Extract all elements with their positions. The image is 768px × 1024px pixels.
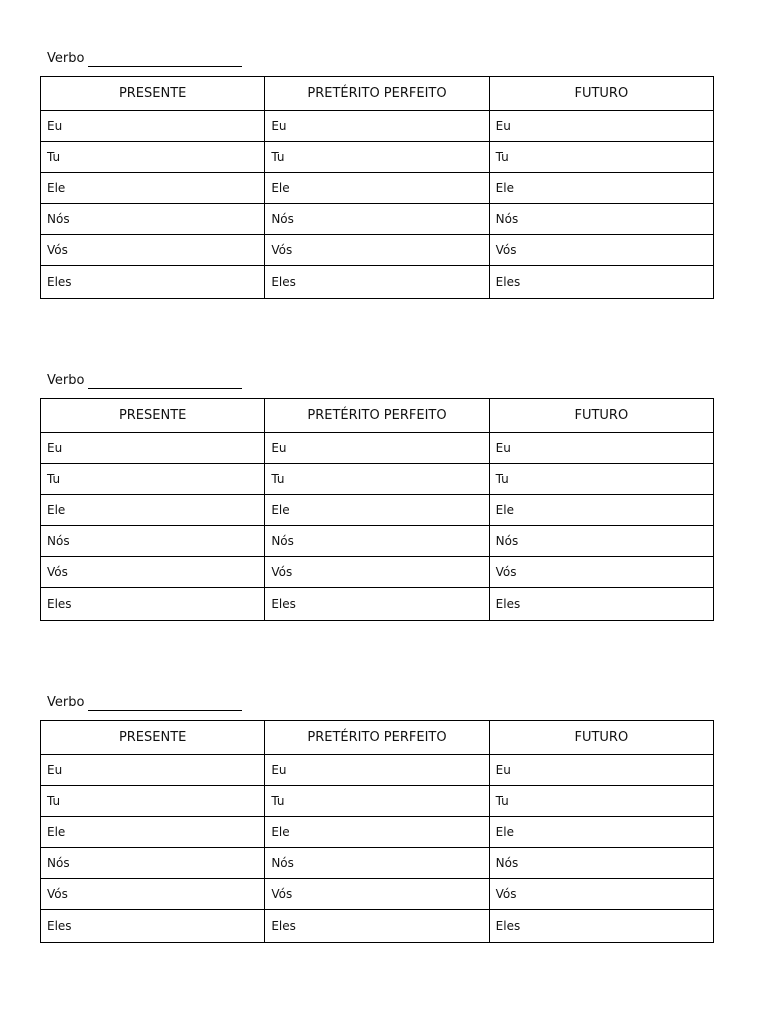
- column-header: PRETÉRITO PERFEITO: [265, 77, 489, 111]
- pronoun-cell[interactable]: Tu: [265, 142, 489, 173]
- pronoun-cell[interactable]: Nós: [265, 204, 489, 235]
- conjugation-table: [40, 398, 714, 621]
- header-row: [41, 721, 714, 755]
- pronoun-cell[interactable]: Tu: [265, 464, 489, 495]
- table-row: [41, 910, 714, 943]
- conjugation-table: [40, 720, 714, 943]
- verb-line: [47, 689, 242, 711]
- pronoun-cell[interactable]: Eles: [489, 588, 713, 621]
- pronoun-cell[interactable]: Ele: [489, 173, 713, 204]
- table-row: [41, 204, 714, 235]
- pronoun-cell[interactable]: Nós: [489, 204, 713, 235]
- pronoun-cell[interactable]: Eu: [41, 755, 265, 786]
- pronoun-cell[interactable]: Tu: [41, 464, 265, 495]
- table-row: [41, 588, 714, 621]
- pronoun-cell[interactable]: Vós: [41, 557, 265, 588]
- pronoun-cell[interactable]: Ele: [265, 173, 489, 204]
- column-header: FUTURO: [489, 721, 713, 755]
- table-row: [41, 848, 714, 879]
- table-row: [41, 755, 714, 786]
- table-row: [41, 817, 714, 848]
- pronoun-cell[interactable]: Eles: [41, 910, 265, 943]
- pronoun-cell[interactable]: Vós: [265, 557, 489, 588]
- pronoun-cell[interactable]: Nós: [265, 526, 489, 557]
- table-row: [41, 266, 714, 299]
- pronoun-cell[interactable]: Vós: [265, 879, 489, 910]
- table-row: [41, 526, 714, 557]
- table-row: [41, 142, 714, 173]
- pronoun-cell[interactable]: Ele: [489, 495, 713, 526]
- pronoun-cell[interactable]: Nós: [265, 848, 489, 879]
- pronoun-cell[interactable]: Vós: [489, 557, 713, 588]
- pronoun-cell[interactable]: Eles: [265, 266, 489, 299]
- pronoun-cell[interactable]: Tu: [489, 464, 713, 495]
- pronoun-cell[interactable]: Eles: [489, 910, 713, 943]
- verb-label: Verbo: [47, 51, 85, 66]
- pronoun-cell[interactable]: Eles: [265, 910, 489, 943]
- pronoun-cell[interactable]: Nós: [489, 526, 713, 557]
- pronoun-cell[interactable]: Eu: [265, 755, 489, 786]
- pronoun-cell[interactable]: Ele: [41, 817, 265, 848]
- pronoun-cell[interactable]: Vós: [41, 879, 265, 910]
- table-row: [41, 495, 714, 526]
- pronoun-cell[interactable]: Tu: [41, 142, 265, 173]
- table-row: [41, 879, 714, 910]
- pronoun-cell[interactable]: Eu: [265, 111, 489, 142]
- header-row: [41, 77, 714, 111]
- pronoun-cell[interactable]: Nós: [41, 848, 265, 879]
- pronoun-cell[interactable]: Tu: [489, 786, 713, 817]
- pronoun-cell[interactable]: Eu: [265, 433, 489, 464]
- column-header: PRETÉRITO PERFEITO: [265, 399, 489, 433]
- verb-blank-field[interactable]: [88, 696, 242, 711]
- pronoun-cell[interactable]: Eles: [489, 266, 713, 299]
- pronoun-cell[interactable]: Tu: [489, 142, 713, 173]
- pronoun-cell[interactable]: Eu: [489, 433, 713, 464]
- verb-blank-field[interactable]: [88, 52, 242, 67]
- column-header: FUTURO: [489, 399, 713, 433]
- conjugation-table: [40, 76, 714, 299]
- pronoun-cell[interactable]: Ele: [41, 495, 265, 526]
- pronoun-cell[interactable]: Nós: [489, 848, 713, 879]
- table-row: [41, 433, 714, 464]
- table-row: [41, 464, 714, 495]
- pronoun-cell[interactable]: Nós: [41, 204, 265, 235]
- verb-line: [47, 367, 242, 389]
- verb-label: Verbo: [47, 695, 85, 710]
- pronoun-cell[interactable]: Ele: [265, 495, 489, 526]
- table-row: [41, 557, 714, 588]
- pronoun-cell[interactable]: Ele: [489, 817, 713, 848]
- pronoun-cell[interactable]: Eles: [41, 266, 265, 299]
- pronoun-cell[interactable]: Eu: [489, 755, 713, 786]
- pronoun-cell[interactable]: Ele: [265, 817, 489, 848]
- pronoun-cell[interactable]: Ele: [41, 173, 265, 204]
- verb-line: [47, 45, 242, 67]
- pronoun-cell[interactable]: Eles: [41, 588, 265, 621]
- column-header: PRESENTE: [41, 399, 265, 433]
- header-row: [41, 399, 714, 433]
- column-header: FUTURO: [489, 77, 713, 111]
- pronoun-cell[interactable]: Eles: [265, 588, 489, 621]
- pronoun-cell[interactable]: Eu: [41, 433, 265, 464]
- pronoun-cell[interactable]: Vós: [265, 235, 489, 266]
- column-header: PRESENTE: [41, 721, 265, 755]
- verb-label: Verbo: [47, 373, 85, 388]
- pronoun-cell[interactable]: Vós: [489, 879, 713, 910]
- table-row: [41, 786, 714, 817]
- table-row: [41, 111, 714, 142]
- table-row: [41, 235, 714, 266]
- verb-blank-field[interactable]: [88, 374, 242, 389]
- pronoun-cell[interactable]: Vós: [489, 235, 713, 266]
- pronoun-cell[interactable]: Tu: [41, 786, 265, 817]
- pronoun-cell[interactable]: Vós: [41, 235, 265, 266]
- table-row: [41, 173, 714, 204]
- pronoun-cell[interactable]: Nós: [41, 526, 265, 557]
- column-header: PRESENTE: [41, 77, 265, 111]
- pronoun-cell[interactable]: Tu: [265, 786, 489, 817]
- column-header: PRETÉRITO PERFEITO: [265, 721, 489, 755]
- pronoun-cell[interactable]: Eu: [41, 111, 265, 142]
- pronoun-cell[interactable]: Eu: [489, 111, 713, 142]
